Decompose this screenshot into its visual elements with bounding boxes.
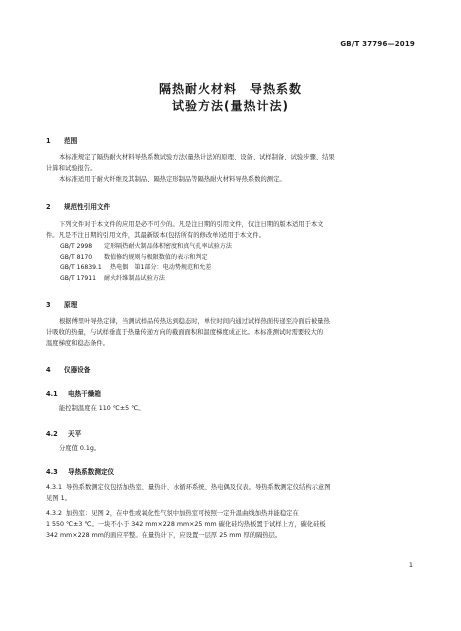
standard-number: GB/T 37796—2019: [340, 40, 415, 48]
section-number: 4.2: [46, 430, 58, 438]
section-number: 4: [46, 366, 51, 374]
section-4-3-2-body: [46, 508, 416, 541]
text-line: 见图 1。: [46, 495, 71, 502]
document-title-line1: 隔热耐火材料 导热系数: [158, 82, 302, 96]
text-line: 下列文件对于本文件的应用是必不可少的。凡是注日期的引用文件，仅注日期的版本适用于本文: [59, 221, 324, 228]
reference-title: 定形隔热耐火制品体积密度和真气孔率试验方法: [104, 243, 232, 250]
clause-number: 4.3.2: [46, 510, 63, 517]
section-title: 原理: [64, 301, 78, 309]
clause-text: 导热系数测定仪包括加热室、量热计、水循环系统、热电偶及仪表。导热系数测定仪结构示意图: [66, 484, 331, 491]
clause-text: 加热室：见图 2，在中性或氧化性气氛中加热室可按照一定升温曲线加热并能稳定在: [66, 510, 299, 517]
text-line: 1 550 ℃±3 ℃。一块不小于 342 mm×228 mm×25 mm 碳化硅均热板置于试样上方，碳化硅板: [46, 521, 326, 528]
section-title: 导热系数测定仪: [68, 468, 115, 476]
section-2-heading: [46, 201, 110, 211]
text-line: 本标准规定了隔热耐火材料导热系数试验方法(量热计法)的原理、设备、试样制备、试验步骤、结果: [59, 154, 335, 161]
section-4-1-heading: [46, 388, 101, 398]
text-line: 温度梯度和稳态条件。: [46, 340, 109, 347]
reference-item: [60, 242, 232, 253]
clause-number: 4.3.1: [46, 484, 63, 491]
text-line: 计算和试验报告。: [46, 165, 97, 172]
section-1-body: [46, 152, 416, 185]
section-1-heading: [46, 135, 77, 145]
reference-code: GB/T 17911: [60, 274, 97, 282]
reference-title: 耐火纤维制品试验方法: [104, 274, 165, 282]
reference-item: [60, 274, 232, 285]
section-4-2-heading: [46, 428, 81, 438]
text-line: 分度值 0.1g。: [59, 445, 101, 452]
text-line: 能控制温度在 110 ℃±5 ℃。: [59, 405, 145, 412]
section-4-heading: [46, 364, 90, 374]
reference-item: [60, 263, 232, 274]
section-title: 电热干燥箱: [68, 390, 101, 398]
reference-title: 数值修约规则与极限数值的表示和判定: [104, 253, 208, 261]
section-title: 仪器设备: [64, 366, 91, 374]
text-line: [46, 508, 416, 519]
section-number: 1: [46, 137, 51, 145]
reference-list: [60, 242, 232, 284]
text-line: 342 mm×228 mm的面应平整。在量热计下，应设置一层厚 25 mm 厚的隔热层。: [46, 532, 282, 539]
page-number: 1: [408, 561, 413, 569]
text-line: 计吸收的热量，与试样垂直于热量传递方向的截面面积和温度梯度成正比。本标准测试时需要较大的: [46, 329, 324, 336]
reference-code: GB/T 2998: [60, 243, 93, 250]
section-3-heading: [46, 299, 77, 309]
text-line: 件。凡是不注日期的引用文件，其最新版本(包括所有的修改单)适用于本文件。: [46, 232, 266, 239]
document-title-line2: 试验方法(量热计法): [172, 99, 289, 113]
reference-item: [60, 253, 232, 264]
reference-title: 热电偶 第1部分：电动势规范和允差: [110, 264, 212, 271]
section-number: 4.3: [46, 468, 58, 476]
reference-code: GB/T 16839.1: [60, 264, 102, 271]
reference-code: GB/T 8170: [60, 253, 93, 261]
section-4-3-heading: [46, 466, 114, 476]
section-title: 天平: [68, 430, 82, 438]
section-number: 4.1: [46, 390, 58, 398]
text-line: 本标准适用于耐火纤维及其制品、隔热定形制品等隔热耐火材料导热系数的测定。: [59, 176, 286, 183]
section-3-body: [46, 316, 416, 349]
section-4-3-1-body: [46, 482, 416, 504]
section-2-body: [46, 219, 416, 241]
section-title: 规范性引用文件: [64, 203, 111, 211]
text-line: [46, 482, 416, 493]
section-number: 2: [46, 203, 51, 211]
section-4-2-body: [46, 443, 416, 454]
section-number: 3: [46, 301, 51, 309]
text-line: 根据傅里叶导热定律，当测试样品传热达到稳态时，单位时间内通过试样热面传递至冷面后被量热: [59, 318, 330, 325]
section-title: 范围: [64, 137, 78, 145]
section-4-1-body: [46, 403, 416, 414]
